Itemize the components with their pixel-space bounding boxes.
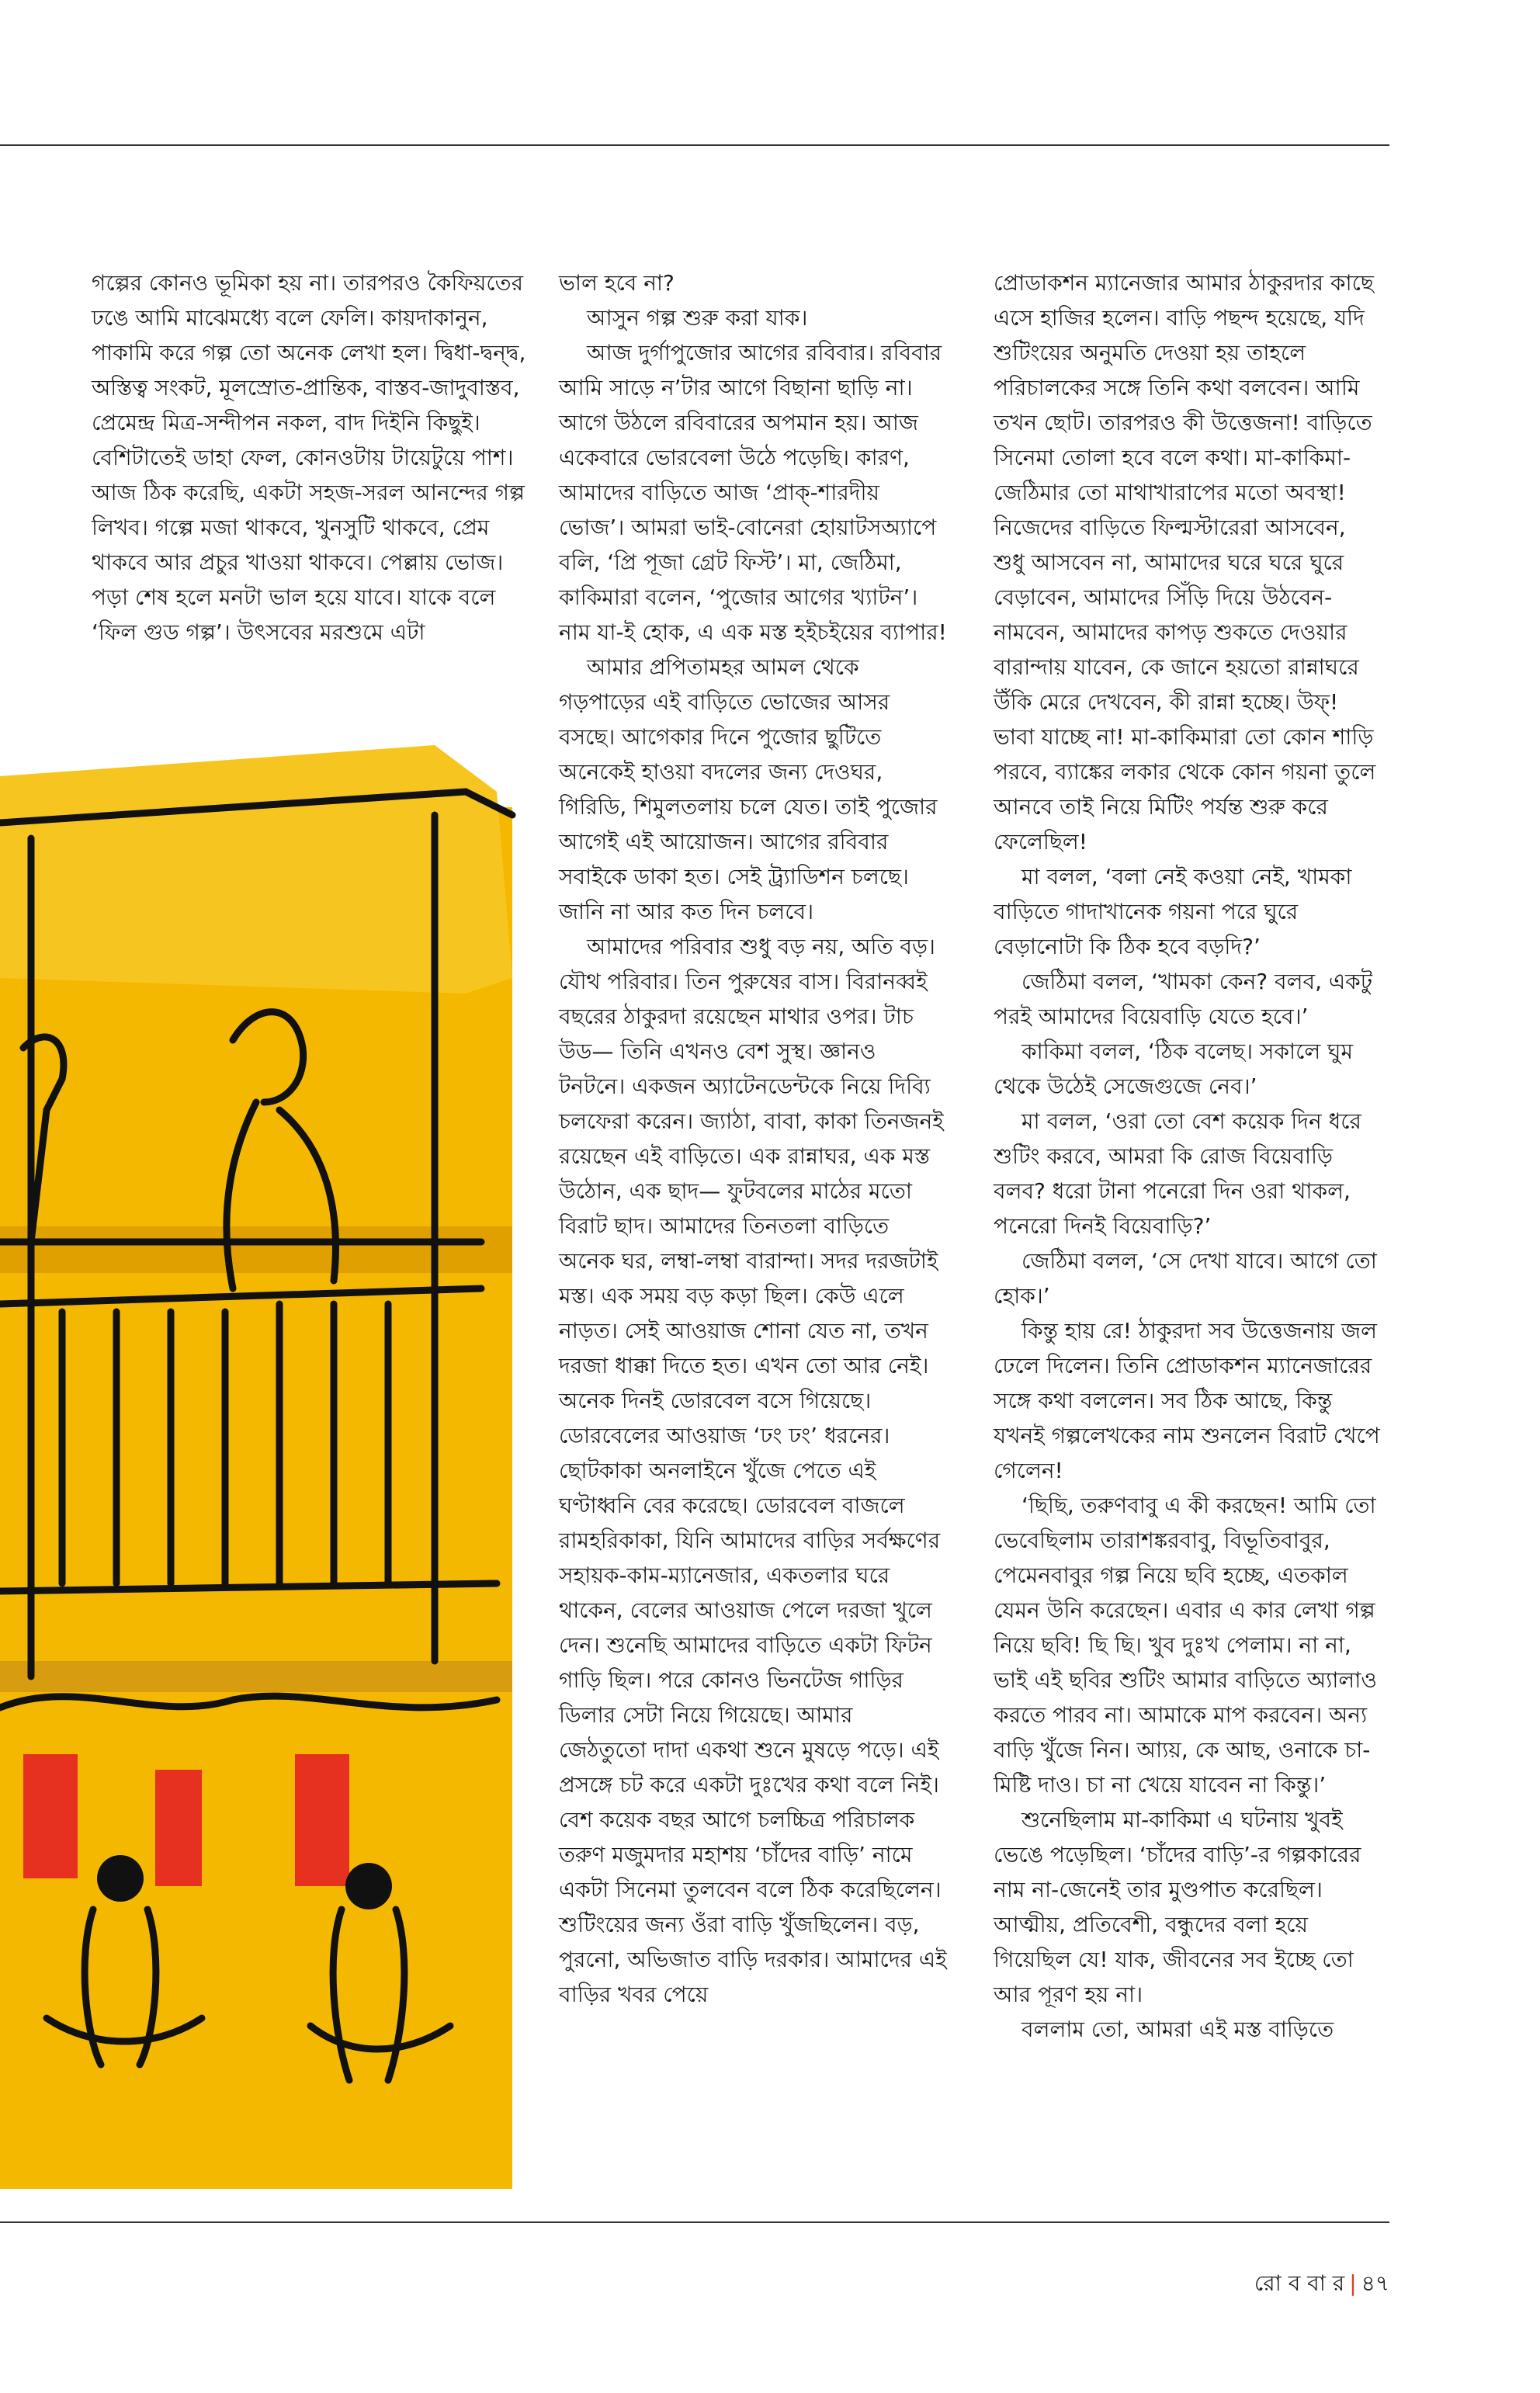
footer-separator: | [1349, 2270, 1357, 2296]
paragraph: শুনেছিলাম মা-কাকিমা এ ঘটনায় খুবই ভেঙে পড়েছিল। ‘চাঁদের বাড়ি’-র গল্পকারের নাম না-জেনেই তার মুণ্ডপাত করেছিল। আত্মীয়, প্রতিবেশী, বন্ধুদের বলা হয়ে গিয়েছিল যে! যাক, জীবনের সব ইচ্ছে তো আর পূরণ হয় না। [994, 1807, 1361, 2007]
paragraph: প্রোডাকশন ম্যানেজার আমার ঠাকুরদার কাছে এসে হাজির হলেন। বাড়ি পছন্দ হয়েছে, যদি শুটিংয়ের অনুমতি দেওয়া হয় তাহলে পরিচালকের সঙ্গে তিনি কথা বলবেন। আমি তখন ছোট। তারপরও কী উত্তেজনা! বাড়িতে সিনেমা তোলা হবে বলে কথা। মা-কাকিমা-জেঠিমার তো মাথাখারাপের মতো অবস্থা! নিজেদের বাড়িতে ফিল্মস্টারেরা আসবেন, শুধু আসবেন না, আমাদের ঘরে ঘরে ঘুরে বেড়াবেন, আমাদের সিঁড়ি দিয়ে উঠবেন-নামবেন, আমাদের কাপড় শুকতে দেওয়ার বারান্দায় যাবেন, কে জানে হয়তো রান্নাঘরে উঁকি মেরে দেখবেন, কী রান্না হচ্ছে। উফ্! ভাবা যাচ্ছে না! মা-কাকিমারা তো কোন শাড়ি পরবে, ব্যাঙ্কের লকার থেকে কোন গয়না তুলে আনবে তাই নিয়ে মিটিং পর্যন্ত শুরু করে ফেলেছিল! [994, 270, 1376, 855]
text-column-2 [559, 265, 947, 2012]
top-rule [0, 144, 1389, 146]
paragraph: আসুন গল্প শুরু করা যাক। [587, 305, 808, 331]
paragraph: কিন্তু হায় রে! ঠাকুরদা সব উত্তেজনায় জল ঢেলে দিলেন। তিনি প্রোডাকশন ম্যানেজারের সঙ্গে কথা বললেন। সব ঠিক আছে, কিন্তু যখনই গল্পলেখকের নাম শুনলেন বিরাট খেপে গেলেন! [994, 1318, 1380, 1483]
paragraph: জেঠিমা বলল, ‘খামকা কেন? বলব, একটু পরই আমাদের বিয়েবাড়ি যেতে হবে।’ [994, 969, 1373, 1029]
text-column-3 [994, 265, 1382, 2047]
paragraph: মা বলল, ‘ওরা তো বেশ কয়েক দিন ধরে শুটিং করবে, আমরা কি রোজ বিয়েবাড়ি বলব? ধরো টানা পনেরো দিন ওরা থাকল, পনেরো দিনই বিয়েবাড়ি?’ [994, 1108, 1361, 1239]
paragraph: আমাদের পরিবার শুধু বড় নয়, অতি বড়। যৌথ পরিবার। তিন পুরুষের বাস। বিরানব্বই বছরের ঠাকুরদা রয়েছেন মাথার ওপর। টাচ উড— তিনি এখনও বেশ সুস্থ। জ্ঞানও টনটনে। একজন অ্যাটেনডেন্টকে নিয়ে দিব্যি চলফেরা করেন। জ্যাঠা, বাবা, কাকা তিনজনই রয়েছেন এই বাড়িতে। এক রান্নাঘর, এক মস্ত উঠোন, এক ছাদ— ফুটবলের মাঠের মতো বিরাট ছাদ। আমাদের তিনতলা বাড়িতে অনেক ঘর, লম্বা-লম্বা বারান্দা। সদর দরজটাই মস্ত। এক সময় বড় কড়া ছিল। কেউ এলে নাড়ত। সেই আওয়াজ শোনা যেত না, তখন দরজা ধাক্কা দিতে হত। এখন তো আর নেই। অনেক দিনই ডোরবেল বসে গিয়েছে। ডোরবেলের আওয়াজ ‘ঢং ঢং’ ধরনের। ছোটকাকা অনলাইনে খুঁজে পেতে এই ঘণ্টাধ্বনি বের করেছে। ডোরবেল বাজলে রামহরিকাকা, যিনি আমাদের বাড়ির সর্বক্ষণের সহায়ক-কাম-ম্যানেজার, একতলার ঘরে থাকেন, বেলের আওয়াজ পেলে দরজা খুলে দেন। শুনেছি আমাদের বাড়িতে একটা ফিটন গাড়ি ছিল। পরে কোনও ভিনটেজ গাড়ির ডিলার সেটা নিয়ে গিয়েছে। আমার জেঠতুতো দাদা একথা শুনে মুষড়ে পড়ে। এই প্রসঙ্গে চট করে একটা দুঃখের কথা বলে নিই। বেশ কয়েক বছর আগে চলচ্চিত্র পরিচালক তরুণ মজুমদার মহাশয় ‘চাঁদের বাড়ি’ নামে একটা সিনেমা তুলবেন বলে ঠিক করেছিলেন। শুটিংয়ের জন্য ওঁরা বাড়ি খুঁজছিলেন। বড়, পুরনো, অভিজাত বাড়ি দরকার। আমাদের এই বাড়ির খবর পেয়ে [559, 934, 947, 2007]
balcony-illustration [0, 745, 543, 2204]
paragraph: আমার প্রপিতামহর আমল থেকে গড়পাড়ের এই বাড়িতে ভোজের আসর বসছে। আগেকার দিনে পুজোর ছুটিতে অনেকেই হাওয়া বদলের জন্য দেওঘর, গিরিডি, শিমুলতলায় চলে যেত। তাই পুজোর আগেই এই আয়োজন। আগের রবিবার সবাইকে ডাকা হত। সেই ট্র্যাডিশন চলছে। জানি না আর কত দিন চলবে। [559, 654, 938, 924]
paragraph: মা বলল, ‘বলা নেই কওয়া নেই, খামকা বাড়িতে গাদাখানেক গয়না পরে ঘুরে বেড়ানোটা কি ঠিক হবে বড়দি?’ [994, 864, 1352, 959]
paragraph: বললাম তো, আমরা এই মস্ত বাড়িতে [1021, 2017, 1334, 2042]
bottom-rule [0, 2221, 1389, 2223]
magazine-name: রো ব বা র [1254, 2270, 1345, 2296]
paragraph: ‘ছিছি, তরুণবাবু এ কী করছেন! আমি তো ভেবেছিলাম তারাশঙ্করবাবু, বিভূতিবাবুর, পেমেনবাবুর গল্প নিয়ে ছবি হচ্ছে, এতকাল যেমন উনি করেছেন। এবার এ কার লেখা গল্প নিয়ে ছবি! ছি ছি। খুব দুঃখ পেলাম। না না, ভাই এই ছবির শুটিং আমার বাড়িতে অ্যালাও করতে পারব না। আমাকে মাপ করবেন। অন্য বাড়ি খুঁজে নিন। আ্যয়, কে আছ, ওনাকে চা-মিষ্টি দাও। চা না খেয়ে যাবেন না কিন্তু।’ [994, 1493, 1377, 1798]
paragraph: গল্পের কোনও ভূমিকা হয় না। তারপরও কৈফিয়তের ঢঙে আমি মাঝেমধ্যে বলে ফেলি। কায়দাকানুন, পাকামি করে গল্প তো অনেক লেখা হল। দ্বিধা-দ্বন্দ্ব, অস্তিত্ব সংকট, মূলস্রোত-প্রান্তিক, বাস্তব-জাদুবাস্তব, প্রেমেন্দ্র মিত্র-সন্দীপন নকল, বাদ দিইনি কিছুই। বেশিটাতেই ডাহা ফেল, কোনওটায় টায়েটুয়ে পাশ। আজ ঠিক করেছি, একটা সহজ-সরল আনন্দের গল্প লিখব। গল্পে মজা থাকবে, খুনসুটি থাকবে, প্রেম থাকবে আর প্রচুর খাওয়া থাকবে। পেল্লায় ভোজ। পড়া শেষ হলে মনটা ভাল হয়ে যাবে। যাকে বলে ‘ফিল গুড গল্প’। উৎসবের মরশুমে এটা [92, 270, 526, 645]
page-number: ৪৭ [1361, 2270, 1389, 2296]
paragraph: ভাল হবে না? [559, 270, 675, 296]
page-footer [1211, 2266, 1389, 2303]
paragraph: কাকিমা বলল, ‘ঠিক বলেছ। সকালে ঘুম থেকে উঠেই সেজেগুজে নেব।’ [994, 1039, 1353, 1099]
text-column-1 [92, 265, 526, 650]
paragraph: জেঠিমা বলল, ‘সে দেখা যাবে। আগে তো হোক।’ [994, 1248, 1377, 1309]
paragraph: আজ দুর্গাপুজোর আগের রবিবার। রবিবার আমি সাড়ে ন’টার আগে বিছানা ছাড়ি না। আগে উঠলে রবিবারের অপমান হয়। আজ একেবারে ভোরবেলা উঠে পড়েছি। কারণ, আমাদের বাড়িতে আজ ‘প্রাক্-শারদীয় ভোজ’। আমরা ভাই-বোনেরা হোয়াটসঅ্যাপে বলি, ‘প্রি পূজা গ্রেট ফিস্ট’। মা, জেঠিমা, কাকিমারা বলেন, ‘পুজোর আগের খ্যাটন’। নাম যা-ই হোক, এ এক মস্ত হইচইয়ের ব্যাপার! [559, 340, 947, 645]
